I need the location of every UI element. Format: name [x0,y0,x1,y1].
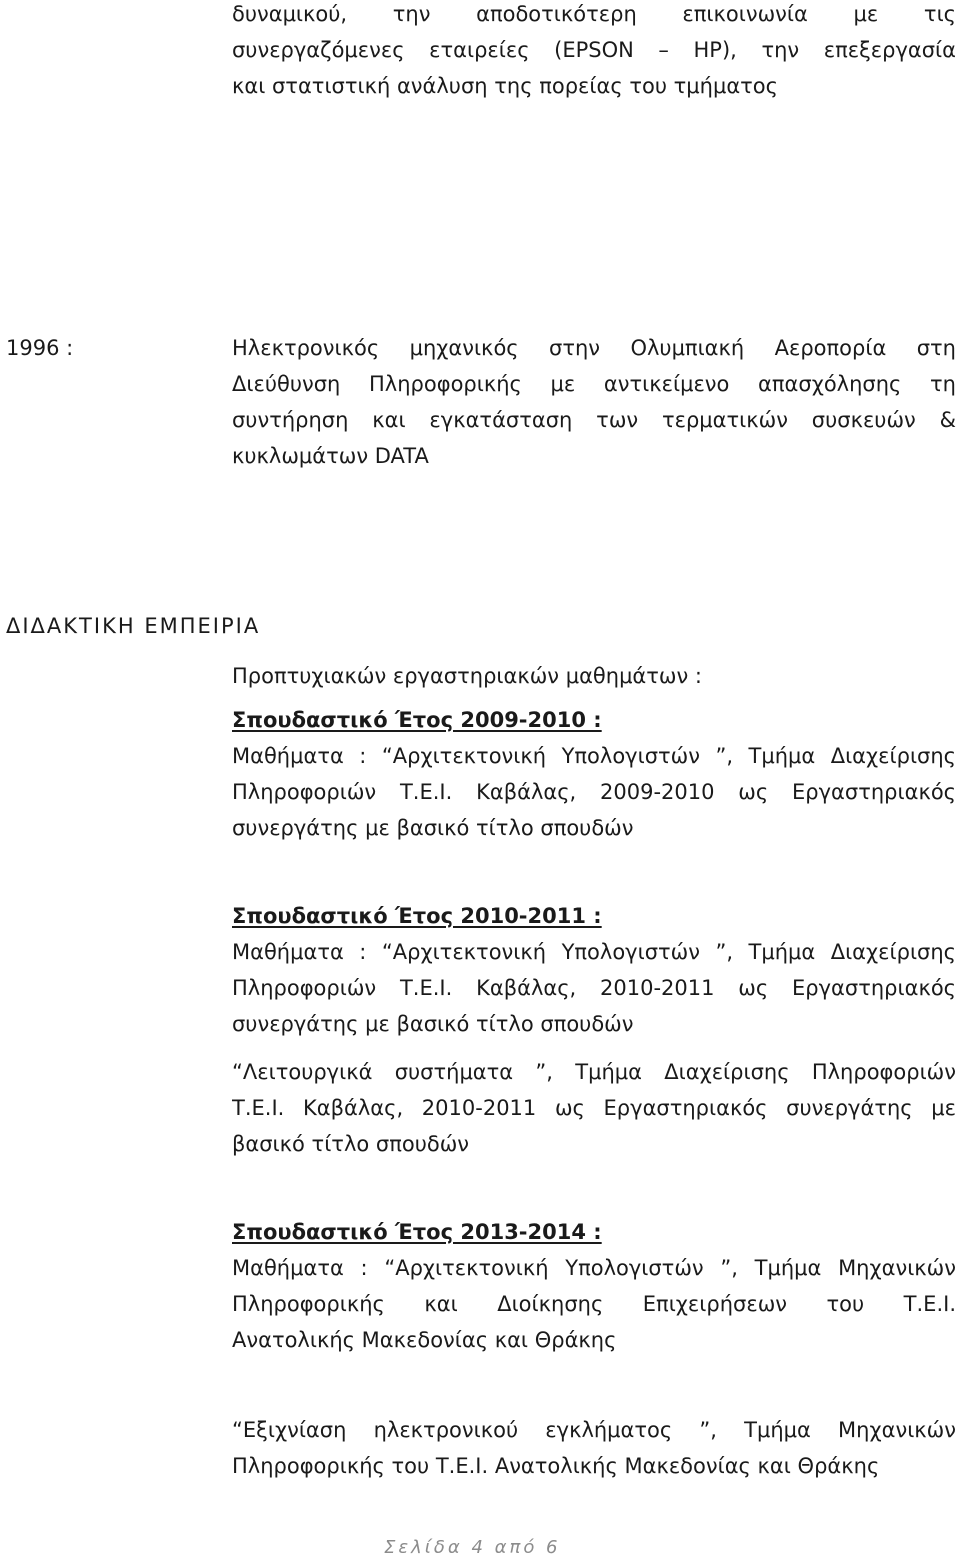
section-title: ΔΙΔΑΚΤΙΚΗ ΕΜΠΕΙΡΙΑ [6,614,261,638]
paragraph-line: Πληροφορικής και Διοίκησης Επιχειρήσεων του Τ.Ε.Ι. [232,1292,956,1316]
page-number-footer: Σελίδα 4 από 6 [384,1537,561,1558]
paragraph-line: και στατιστική ανάλυση της πορείας του τμήματος [232,74,778,98]
paragraph-line: Πληροφορικής του Τ.Ε.Ι. Ανατολικής Μακεδονίας και Θράκης [232,1454,880,1478]
section-intro [232,658,956,694]
paragraph-line: συνεργάτης με βασικό τίτλο σπουδών [232,1012,634,1036]
paragraph-line: Μαθήματα : “Αρχιτεκτονική Υπολογιστών ”, Τμήμα Διαχείρισης [232,940,956,964]
top-paragraph [232,0,956,104]
paragraph-line: Ανατολικής Μακεδονίας και Θράκης [232,1328,617,1352]
paragraph-line: Μαθήματα : “Αρχιτεκτονική Υπολογιστών ”, Τμήμα Διαχείρισης [232,744,956,768]
paragraph-line: Διεύθυνση Πληροφορικής με αντικείμενο απασχόλησης τη [232,372,956,396]
paragraph-line: συνεργάτης με βασικό τίτλο σπουδών [232,816,634,840]
paragraph-line: κυκλωμάτων DATA [232,444,429,468]
year-heading: Σπουδαστικό Έτος 2013-2014 : [232,1220,602,1244]
paragraph-line: Ηλεκτρονικός μηχανικός στην Ολυμπιακή Αεροπορία στη [232,336,956,360]
paragraph-line: δυναμικού, την αποδοτικότερη επικοινωνία με τις [232,2,956,26]
paragraph-line: Τ.Ε.Ι. Καβάλας, 2010-2011 ως Εργαστηριακός συνεργάτης με [232,1096,956,1120]
year-2009-block [232,702,956,846]
year-heading: Σπουδαστικό Έτος 2009-2010 : [232,708,602,732]
year-2013-block [232,1214,956,1358]
paragraph-line: “Εξιχνίαση ηλεκτρονικού εγκλήματος ”, Τμήμα Μηχανικών [232,1418,956,1442]
year-2010-block-b [232,1054,956,1162]
entry-1996-text [232,330,956,474]
paragraph-line: συνεργαζόμενες εταιρείες (EPSON – HP), την επεξεργασία [232,38,956,62]
year-2010-block [232,898,956,1042]
paragraph-line: Μαθήματα : “Αρχιτεκτονική Υπολογιστών ”, Τμήμα Μηχανικών [232,1256,956,1280]
paragraph-line: Πληροφοριών Τ.Ε.Ι. Καβάλας, 2009-2010 ως Εργαστηριακός [232,780,956,804]
paragraph-line: “Λειτουργικά συστήματα ”, Τμήμα Διαχείρισης Πληροφοριών [232,1060,956,1084]
section-intro-text: Προπτυχιακών εργαστηριακών μαθημάτων : [232,664,702,688]
paragraph-line: Πληροφοριών Τ.Ε.Ι. Καβάλας, 2010-2011 ως Εργαστηριακός [232,976,956,1000]
paragraph-line: συντήρηση και εγκατάσταση των τερματικών συσκευών & [232,408,956,432]
year-2013-block-b [232,1412,956,1484]
paragraph-line: βασικό τίτλο σπουδών [232,1132,470,1156]
year-heading: Σπουδαστικό Έτος 2010-2011 : [232,904,602,928]
entry-year-label: 1996 : [6,336,74,360]
